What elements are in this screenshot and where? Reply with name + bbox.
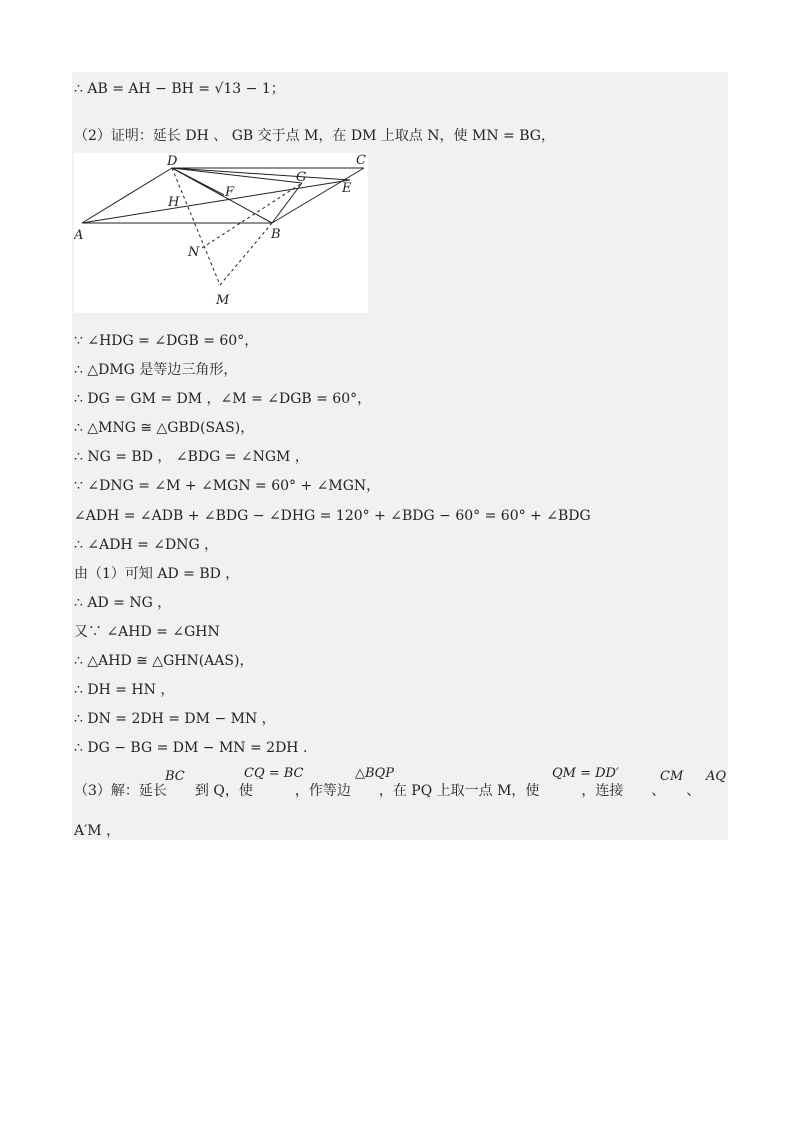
part3-aq: AQ	[706, 769, 727, 784]
line-adh-dng: ∴ ∠ADH = ∠DNG ，	[74, 537, 219, 553]
part3-bqp: △BQP	[355, 766, 394, 781]
line-dn: ∴ DN = 2DH = DM − MN ，	[74, 711, 276, 727]
part2-heading: （2）证明：延长 DH 、 GB 交于点 M，在 DM 上取点 N，使 MN = BG，	[74, 128, 555, 144]
label-h: H	[168, 195, 180, 210]
label-e: E	[342, 181, 352, 196]
label-m: M	[216, 293, 230, 308]
geometry-figure	[74, 153, 368, 313]
label-n: N	[188, 245, 200, 260]
part3-qm-dd: QM = DD′	[552, 766, 619, 781]
line-dh-hn: ∴ DH = HN ，	[74, 682, 175, 698]
line-conclusion: ∴ DG − BG = DM − MN = 2DH .	[74, 740, 308, 756]
line-angle-dng: ∵ ∠DNG = ∠M + ∠MGN = 60° + ∠MGN，	[74, 478, 381, 494]
label-d: D	[167, 154, 178, 169]
line-equilateral: ∴ △DMG 是等边三角形，	[74, 362, 238, 378]
part3-cq-bc: CQ = BC	[244, 766, 304, 781]
line-from-part1: 由（1）可知 AD = BD ，	[74, 566, 240, 582]
label-c: C	[356, 153, 366, 168]
line-ad-ng: ∴ AD = NG ，	[74, 595, 172, 611]
label-a: A	[74, 228, 84, 243]
line-dg-gm-dm: ∴ DG = GM = DM ，∠M = ∠DGB = 60°，	[74, 391, 372, 407]
line-given-angles: ∵ ∠HDG = ∠DGB = 60°，	[74, 333, 259, 349]
line-congruent-aas: ∴ △AHD ≅ △GHN(AAS)，	[74, 653, 254, 669]
parallelogram-diagram	[74, 153, 368, 313]
part3-bc: BC	[165, 769, 185, 784]
line-ab-result: ∴ AB = AH − BH = √13 − 1；	[74, 81, 285, 97]
line-congruent-sas: ∴ △MNG ≅ △GBD(SAS)，	[74, 420, 255, 436]
part3-cm: CM	[660, 769, 684, 784]
line-ng-bd: ∴ NG = BD ， ∠BDG = ∠NGM ，	[74, 449, 309, 465]
line-angle-adh: ∠ADH = ∠ADB + ∠BDG − ∠DHG = 120° + ∠BDG − 60° = 60° + ∠BDG	[74, 508, 591, 524]
part3-last: A′M ，	[74, 823, 121, 839]
part3-text: （3）解：延长 到 Q，使 ，作等边 ，在 PQ 上取一点 M，使 ，连接 、 、	[74, 783, 701, 799]
label-g: G	[296, 170, 307, 185]
label-f: F	[225, 185, 235, 200]
line-angle-ahd: 又∵ ∠AHD = ∠GHN	[74, 624, 220, 640]
label-b: B	[271, 227, 281, 242]
